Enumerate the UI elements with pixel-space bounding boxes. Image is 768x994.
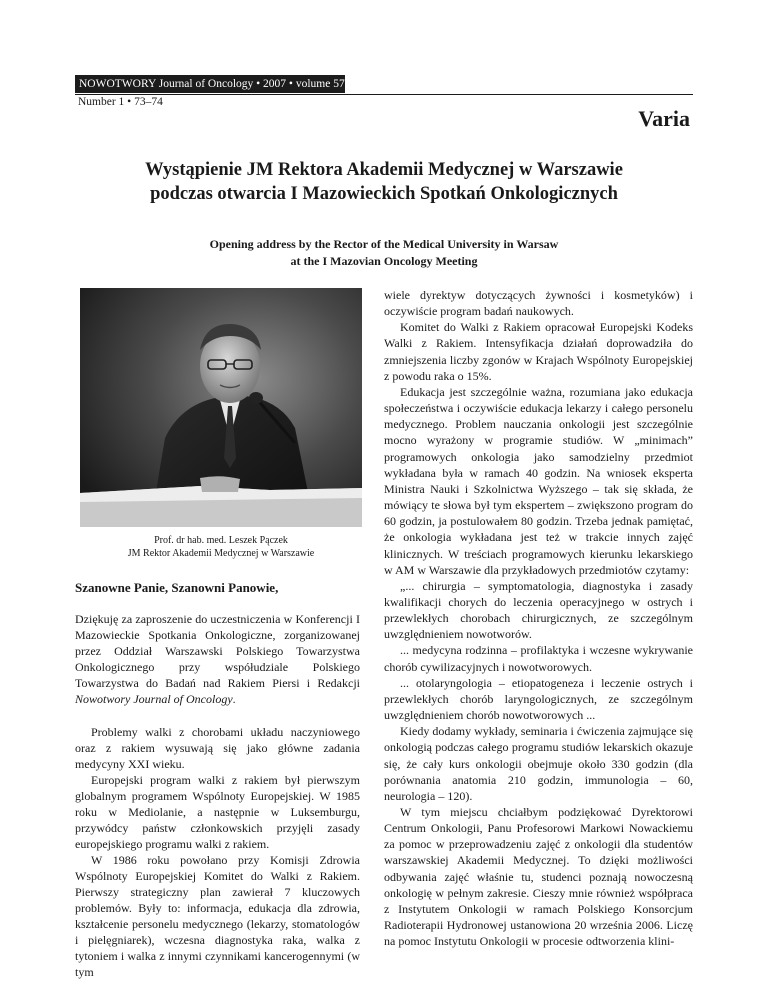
- quote-paragraph: „... chirurgia – symptomatologia, diagnostyka i zasady kwalifikacji chorych do leczenia operacyjnego w ostrych i przewlekłych chorobach chirurgicznych, ze szczególnym uwzględnieniem nowotworów.: [384, 578, 693, 642]
- journal-banner: NOWOTWORY Journal of Oncology • 2007 • volume 57: [75, 75, 345, 93]
- article-title: [75, 158, 693, 206]
- header-rule: [75, 94, 693, 95]
- paragraph: Problemy walki z chorobami układu naczyniowego oraz z rakiem wysuwają się jako główne zadania medycyny XXI wieku.: [75, 725, 360, 771]
- paragraph-gap: [75, 707, 360, 724]
- quote-paragraph: ... otolaryngologia – etiopatogeneza i leczenie ostrych i przewlekłych chorób laryngologicznych, ze szczególnym uwzględnieniem chorób nowotworowych ...: [384, 675, 693, 723]
- paragraph: W tym miejscu chciałbym podziękować Dyrektorowi Centrum Onkologii, Panu Profesorowi Markowi Nowackiemu za pomoc w przeprowadzeniu zajęć z onkologii dla studentów warszawskiej Akademii Medycznej. To dzięki możliwości odbywania zajęć właśnie tu, studenci poznają nowoczesną onkologię w pełnym zakresie. Cieszy mnie również współpraca z Instytutem Onkologii w ramach Polskiego Konsorcjum Radioterapii Hydronowej ustanowiona 20 września 2006. Liczę na pomoc Instytutu Onkologii w procesie odtworzenia klini-: [384, 805, 693, 949]
- journal-name: Nowotwory Journal of Oncology: [75, 692, 233, 706]
- paragraph-text: .: [232, 692, 236, 706]
- right-column: [384, 287, 693, 949]
- paragraph: Komitet do Walki z Rakiem opracował Europejski Kodeks Walki z Rakiem. Intensyfikacja działań doprowadziła do zmniejszenia liczby zgonów w Krajach Wspólnoty Europejskiej z powodu raka o 15%.: [384, 320, 693, 383]
- section-label: Varia: [638, 106, 690, 131]
- photo-caption: [80, 534, 362, 560]
- photo-illustration: [80, 288, 362, 527]
- subtitle-line: Opening address by the Rector of the Medical University in Warsaw: [209, 237, 559, 251]
- left-column: [75, 580, 360, 980]
- title-line: Wystąpienie JM Rektora Akademii Medycznej w Warszawie: [145, 160, 623, 180]
- paragraph: Kiedy dodamy wykłady, seminaria i ćwiczenia zajmujące się onkologią podczas całego programu studiów lekarskich okazuje się, że cały kurs onkologii obejmuje około 330 godzin (dla porównania anatomia 210 godzin, immunologia – 60, neurologia – 120).: [384, 724, 693, 803]
- title-line: podczas otwarcia I Mazowieckich Spotkań Onkologicznych: [150, 184, 618, 204]
- salutation: Szanowne Panie, Szanowni Panowie,: [75, 580, 279, 595]
- issue-info: Number 1 • 73–74: [78, 96, 163, 108]
- paragraph-text: Dziękuję za zaproszenie do uczestniczenia w Konferencji I Mazowieckie Spotkania Onkologiczne, zorganizowanej przez Oddział Warszawski Polskiego Towarzystwa Onkologicznego przy współudziale Polskiego Towarzystwa do Badań nad Rakiem Piersi i Redakcji: [75, 612, 360, 690]
- paragraph: Edukacja jest szczególnie ważna, rozumiana jako edukacja społeczeństwa i oczywiście edukacja lekarzy i całego personelu medycznego. Problem nauczania onkologii jest szczególnie mocno wyrażony w programie studiów. W „minimach” programowych onkologia jako samodzielny przedmiot wykładana była w ramach 40 godzin. Na wniosek eksperta Ministra Nauki i Szkolnictwa Wyższego – tak się składa, że mówiący te słowa był tym ekspertem – zwiększono program do 60 godzin, ja postulowałem 80 godzin. Trzeba jednak pamiętać, że onkologia wykładana jest też w trakcie innych zajęć klinicznych. W treściach programowych kierunku lekarskiego w AM w Warszawie dla przykładowych przedmiotów czytamy:: [384, 384, 693, 577]
- caption-name: Prof. dr hab. med. Leszek Pączek: [154, 535, 288, 546]
- paragraph: W 1986 roku powołano przy Komisji Zdrowia Wspólnoty Europejskiej Komitet do Walki z Rakiem. Pierwszy strategiczny plan zawierał 7 kluczowych problemów. Były to: informacja, edukacja dla zdrowia, kształcenie personelu medycznego (lekarzy, stomatologów i pielęgniarek), wczesna diagnostyka raka, walka z tytoniem i walka z innymi czynnikami kancerogennymi (w tym: [75, 853, 360, 979]
- subtitle-line: at the I Mazovian Oncology Meeting: [290, 254, 478, 268]
- paragraph: wiele dyrektyw dotyczących żywności i kosmetyków) i oczywiście program badań naukowych.: [384, 288, 693, 319]
- quote-paragraph: ... medycyna rodzinna – profilaktyka i wczesne wykrywanie chorób cywilizacyjnych i nowotworowych.: [384, 643, 693, 674]
- rector-photo: [80, 288, 362, 527]
- caption-role: JM Rektor Akademii Medycznej w Warszawie: [127, 548, 315, 559]
- article-subtitle: [75, 236, 693, 270]
- paragraph: Europejski program walki z rakiem był pierwszym globalnym programem Wspólnoty Europejskiej. W 1985 roku w Mediolanie, a następnie w Luksemburgu, przywódcy państw członkowskich przyjęli zasady europejskiego programu walki z rakiem.: [75, 773, 360, 851]
- paragraph: [75, 611, 360, 707]
